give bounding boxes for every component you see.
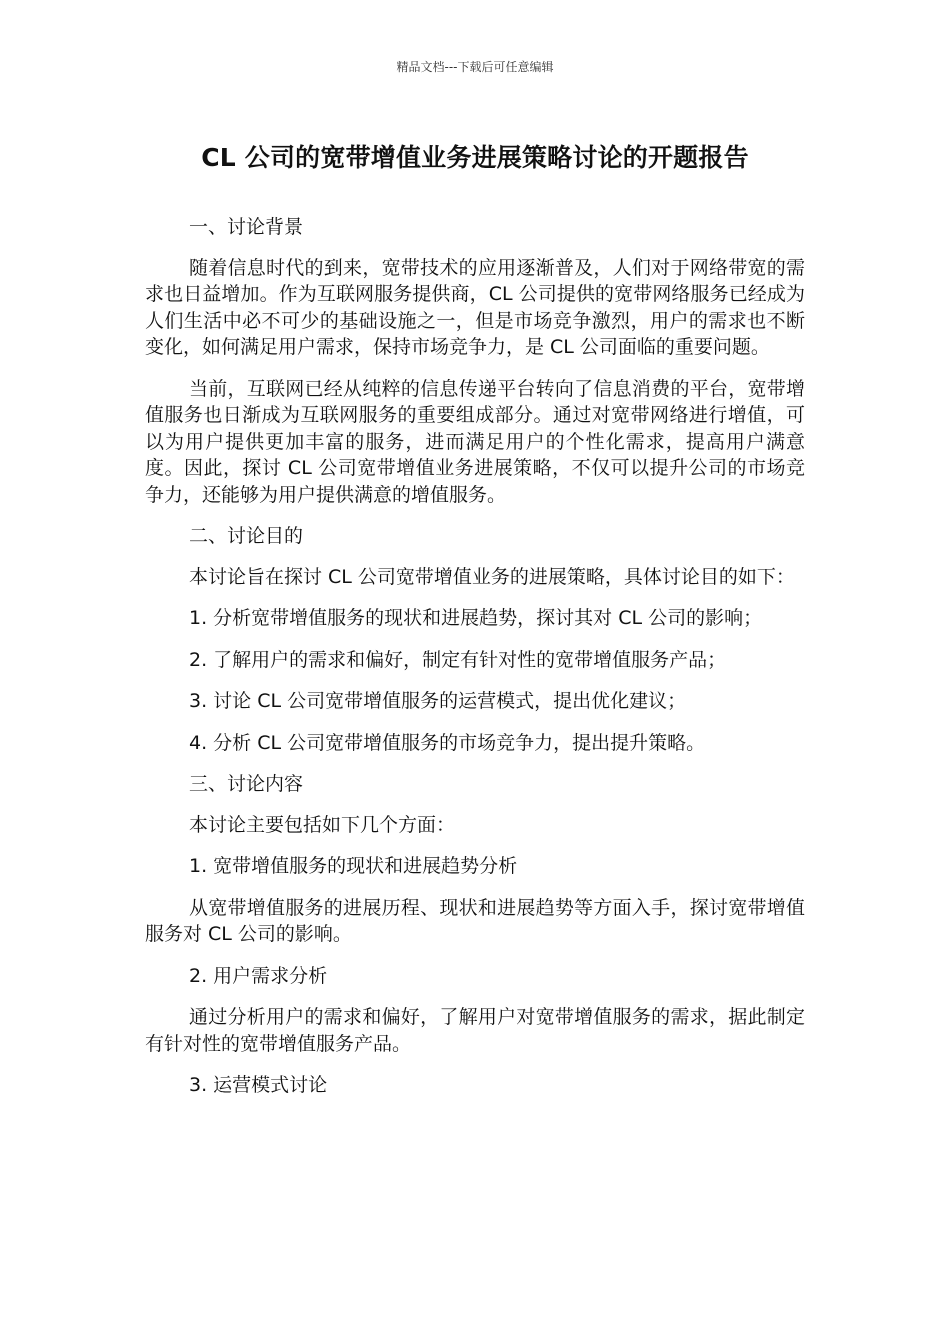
subheading-content-3: 3. 运营模式讨论 — [189, 1074, 328, 1096]
paragraph-background-1: 随着信息时代的到来，宽带技术的应用逐渐普及，人们对于网络带宽的需求也日益增加。作为互联网服务提供商，CL 公司提供的宽带网络服务已经成为人们生活中必不可少的基础设施之一，但是市场竞争激烈，用户的需求也不断变化，如何满足用户需求，保持市场竞争力，是 CL 公司面临的重要问题。 — [145, 256, 805, 358]
document-body — [145, 214, 805, 1114]
document-title: CL 公司的宽带增值业务进展策略讨论的开题报告 — [201, 143, 749, 172]
section-heading-purpose: 二、讨论目的 — [189, 525, 304, 547]
header-note: 精品文档---下载后可任意编辑 — [396, 60, 554, 74]
list-item-purpose-3: 3. 讨论 CL 公司宽带增值服务的运营模式，提出优化建议； — [189, 690, 687, 712]
subheading-content-2: 2. 用户需求分析 — [189, 964, 328, 987]
paragraph-content-intro: 本讨论主要包括如下几个方面： — [189, 813, 456, 836]
subheading-content-1: 1. 宽带增值服务的现状和进展趋势分析 — [189, 855, 518, 877]
list-item-purpose-4: 4. 分析 CL 公司宽带增值服务的市场竞争力，提出提升策略。 — [189, 731, 706, 754]
list-item-purpose-1: 1. 分析宽带增值服务的现状和进展趋势，探讨其对 CL 公司的影响； — [189, 607, 763, 629]
section-heading-content: 三、讨论内容 — [189, 773, 304, 795]
paragraph-content-2: 通过分析用户的需求和偏好，了解用户对宽带增值服务的需求，据此制定有针对性的宽带增值服务产品。 — [145, 1006, 805, 1055]
list-item-purpose-2: 2. 了解用户的需求和偏好，制定有针对性的宽带增值服务产品； — [189, 648, 727, 671]
paragraph-background-2: 当前，互联网已经从纯粹的信息传递平台转向了信息消费的平台，宽带增值服务也日渐成为互联网服务的重要组成部分。通过对宽带网络进行增值，可以为用户提供更加丰富的服务，进而满足用户的个性化需求，提高用户满意度。因此，探讨 CL 公司宽带增值业务进展策略，不仅可以提升公司的市场竞争力，还能够为用户提供满意的增值服务。 — [145, 377, 805, 506]
paragraph-content-1: 从宽带增值服务的进展历程、现状和进展趋势等方面入手，探讨宽带增值服务对 CL 公司的影响。 — [145, 896, 805, 945]
paragraph-purpose-intro: 本讨论旨在探讨 CL 公司宽带增值业务的进展策略，具体讨论目的如下： — [189, 565, 795, 588]
section-heading-background: 一、讨论背景 — [189, 216, 304, 238]
